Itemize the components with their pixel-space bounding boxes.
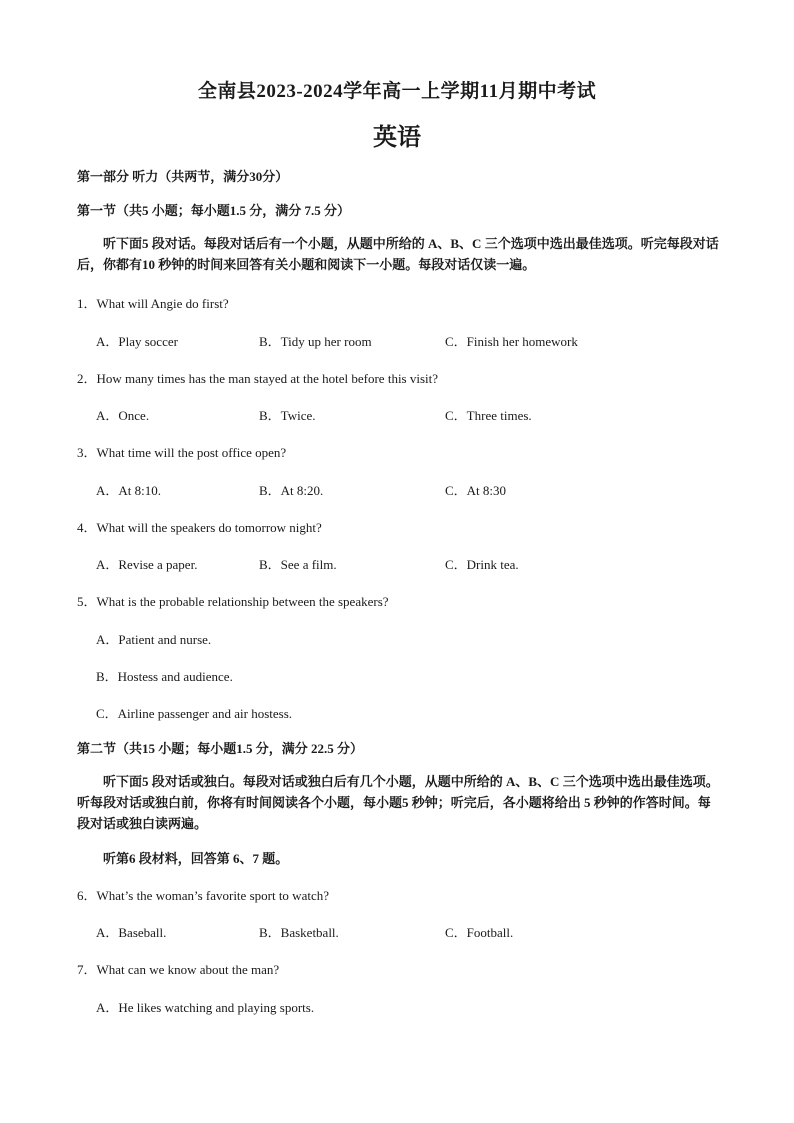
exam-title: 全南县2023-2024学年高一上学期11月期中考试 — [197, 81, 597, 102]
question-3: 3．What time will the post office open? — [77, 445, 287, 460]
q6-option-b: B．Basketball. — [259, 925, 339, 940]
q1-option-c: C．Finish her homework — [445, 334, 578, 349]
question-2: 2．How many times has the man stayed at the hotel before this visit? — [77, 371, 439, 386]
q4-option-b: B．See a film. — [259, 557, 337, 572]
question-1: 1．What will Angie do first? — [77, 296, 229, 311]
q6-option-a: A．Baseball. — [96, 925, 167, 940]
q4-option-c: C．Drink tea. — [445, 557, 519, 572]
question-5: 5．What is the probable relationship between the speakers? — [77, 594, 389, 609]
q5-option-a: A．Patient and nurse. — [96, 632, 212, 647]
q7-option-a: A．He likes watching and playing sports. — [96, 1000, 315, 1015]
q2-option-a: A．Once. — [96, 408, 150, 423]
question-6: 6．What’s the woman’s favorite sport to watch? — [77, 888, 329, 903]
section2-instructions: 听下面5 段对话或独白。每段对话或独白后有几个小题，从题中所给的 A、B、C 三个选项中选出最佳选项。听每段对话或独白前，你将有时间阅读各个小题，每小题5 秒钟；听完后，各小题将给出 5 秒钟的作答时间。每段对话或独白读两遍。 — [77, 774, 719, 831]
section1-instructions: 听下面5 段对话。每段对话后有一个小题，从题中所给的 A、B、C 三个选项中选出最佳选项。听完每段对话后，你都有10 秒钟的时间来回答有关小题和阅读下一小题。每段对话仅读一遍。 — [77, 236, 719, 272]
q6-option-c: C．Football. — [445, 925, 514, 940]
question-7: 7．What can we know about the man? — [77, 962, 280, 977]
question-4: 4．What will the speakers do tomorrow night? — [77, 520, 322, 535]
q5-option-b: B．Hostess and audience. — [96, 669, 233, 684]
q2-option-b: B．Twice. — [259, 408, 316, 423]
section1-heading: 第一节（共5 小题；每小题1.5 分，满分 7.5 分） — [77, 203, 351, 218]
q1-option-b: B．Tidy up her room — [259, 334, 372, 349]
part1-heading: 第一部分 听力（共两节，满分30分） — [77, 169, 289, 184]
q5-option-c: C．Airline passenger and air hostess. — [96, 706, 293, 721]
section2-heading: 第二节（共15 小题；每小题1.5 分，满分 22.5 分） — [77, 741, 364, 756]
q3-option-a: A．At 8:10. — [96, 483, 162, 498]
material-note: 听第6 段材料，回答第 6、7 题。 — [103, 851, 289, 866]
q3-option-c: C．At 8:30 — [445, 483, 507, 498]
q1-option-a: A．Play soccer — [96, 334, 178, 349]
q4-option-a: A．Revise a paper. — [96, 557, 198, 572]
q2-option-c: C．Three times. — [445, 408, 532, 423]
subject-title: 英语 — [373, 125, 421, 151]
q3-option-b: B．At 8:20. — [259, 483, 324, 498]
